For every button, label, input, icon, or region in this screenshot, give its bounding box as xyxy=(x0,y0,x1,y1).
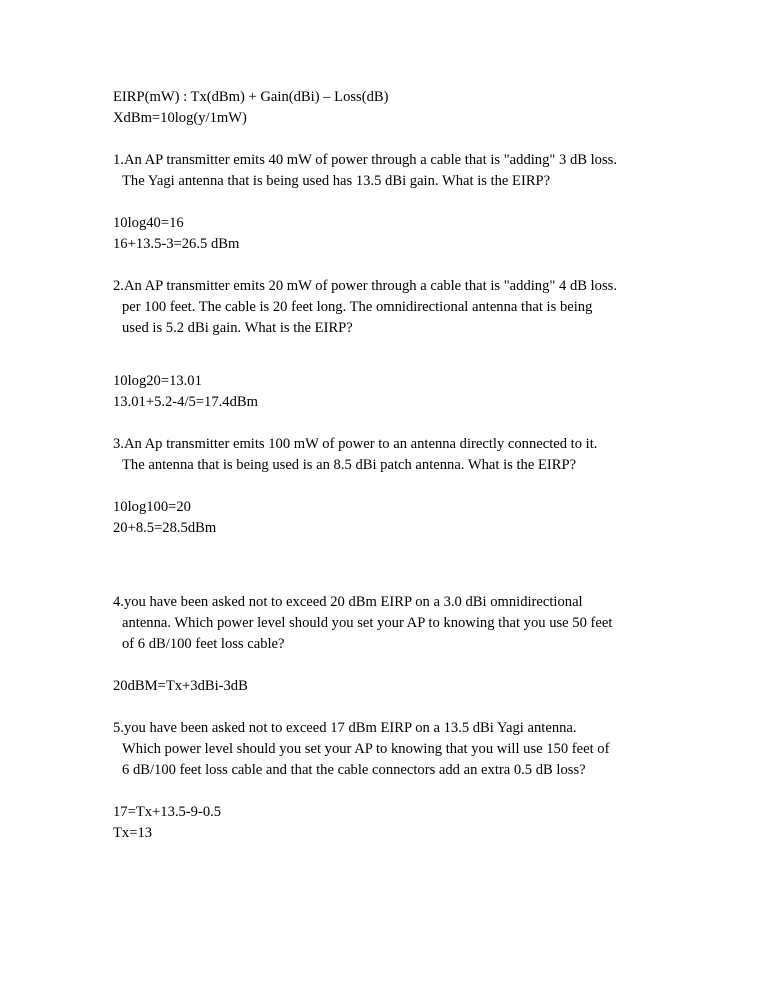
eirp-formula: EIRP(mW) : Tx(dBm) + Gain(dBi) – Loss(dB) xyxy=(113,89,389,105)
dbm-formula: XdBm=10log(y/1mW) xyxy=(113,110,247,126)
question-2-line-2: per 100 feet. The cable is 20 feet long. The omnidirectional antenna that is being xyxy=(122,299,593,315)
answer-2-line-1: 10log20=13.01 xyxy=(113,373,202,389)
answer-3-line-1: 10log100=20 xyxy=(113,499,191,515)
answer-2-line-2: 13.01+5.2-4/5=17.4dBm xyxy=(113,394,258,410)
question-3-line-1: 3.An Ap transmitter emits 100 mW of power to an antenna directly connected to it. xyxy=(113,436,598,452)
question-4-line-2: antenna. Which power level should you set your AP to knowing that you use 50 feet xyxy=(122,615,613,631)
answer-3-line-2: 20+8.5=28.5dBm xyxy=(113,520,217,536)
answer-5-line-1: 17=Tx+13.5-9-0.5 xyxy=(113,804,222,820)
question-1-line-1: 1.An AP transmitter emits 40 mW of power through a cable that is "adding" 3 dB loss. xyxy=(113,152,617,168)
answer-1-line-2: 16+13.5-3=26.5 dBm xyxy=(113,236,240,252)
question-3-line-2: The antenna that is being used is an 8.5 dBi patch antenna. What is the EIRP? xyxy=(122,457,577,473)
answer-5-line-2: Tx=13 xyxy=(113,825,153,841)
question-4-line-3: of 6 dB/100 feet loss cable? xyxy=(122,636,285,652)
answer-4-line-1: 20dBM=Tx+3dBi-3dB xyxy=(113,678,248,694)
question-5-line-2: Which power level should you set your AP to knowing that you will use 150 feet of xyxy=(122,741,610,757)
answer-1-line-1: 10log40=16 xyxy=(113,215,184,231)
question-2-line-3: used is 5.2 dBi gain. What is the EIRP? xyxy=(122,320,353,336)
question-5-line-1: 5.you have been asked not to exceed 17 dBm EIRP on a 13.5 dBi Yagi antenna. xyxy=(113,720,577,736)
question-2-line-1: 2.An AP transmitter emits 20 mW of power through a cable that is "adding" 4 dB loss. xyxy=(113,278,617,294)
question-4-line-1: 4.you have been asked not to exceed 20 dBm EIRP on a 3.0 dBi omnidirectional xyxy=(113,594,583,610)
question-1-line-2: The Yagi antenna that is being used has 13.5 dBi gain. What is the EIRP? xyxy=(122,173,551,189)
question-5-line-3: 6 dB/100 feet loss cable and that the cable connectors add an extra 0.5 dB loss? xyxy=(122,762,586,778)
